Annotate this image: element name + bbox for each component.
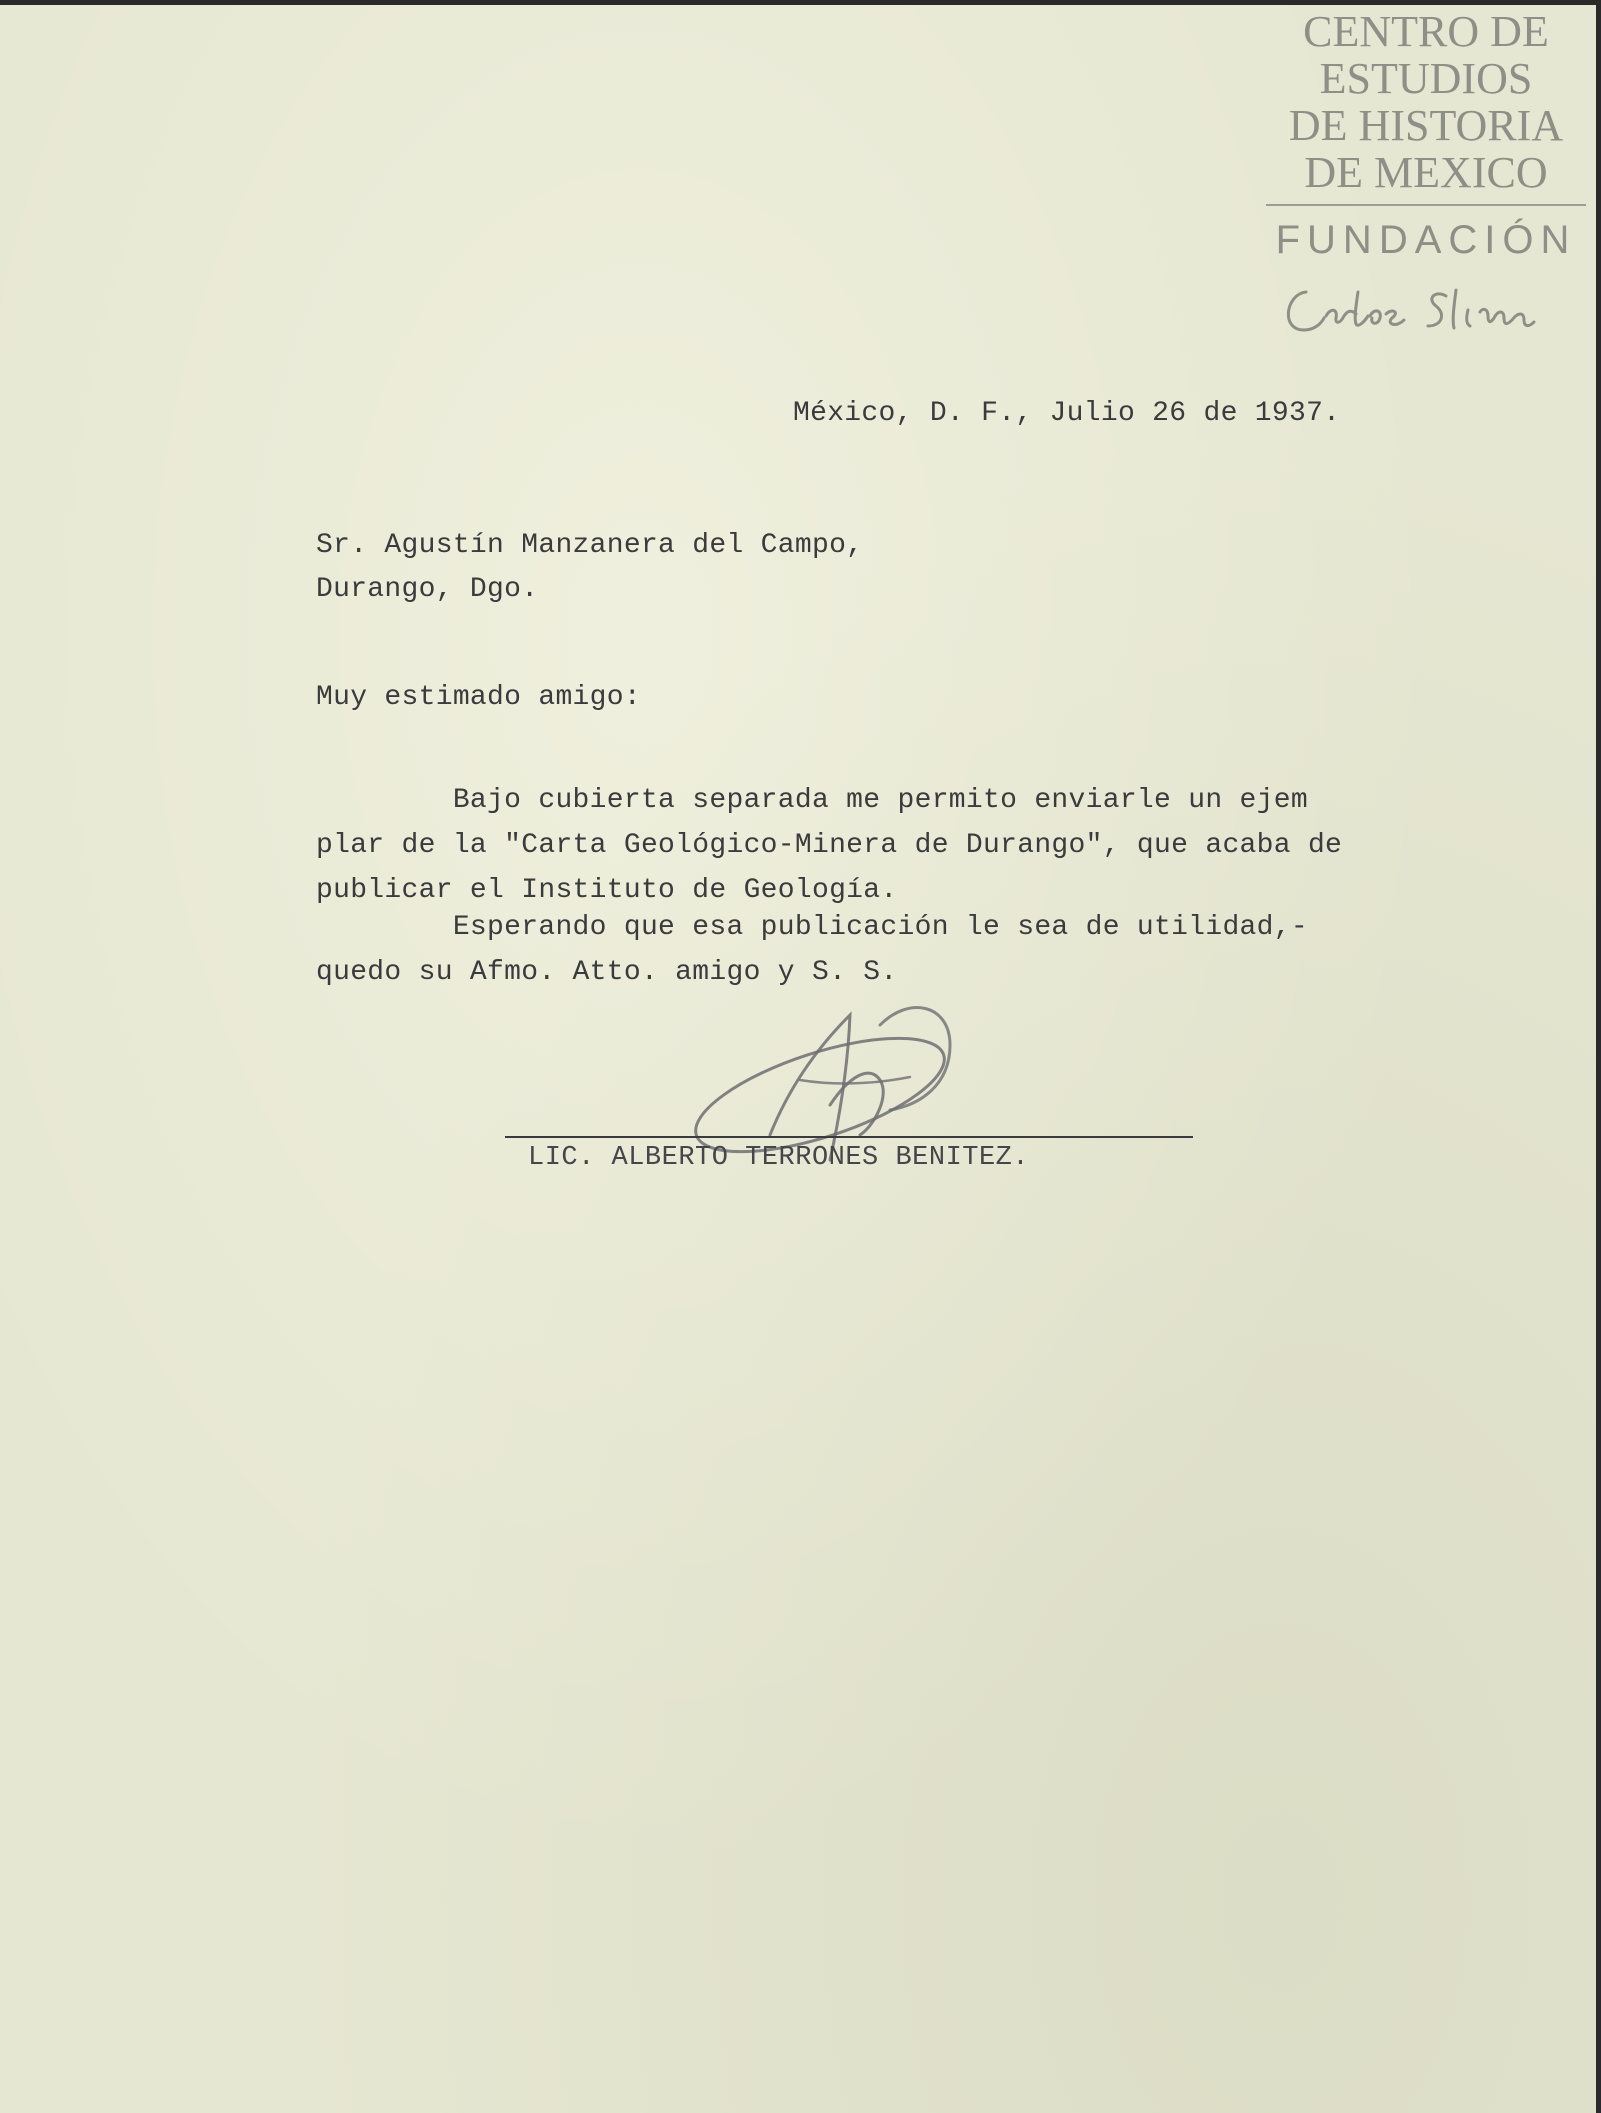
paragraph-1-line-3: publicar el Instituto de Geología. [316,875,898,906]
paragraph-1-line-1: Bajo cubierta separada me permito enviarle un ejem [316,785,1308,816]
salutation: Muy estimado amigo: [316,682,641,713]
watermark-line-2: ESTUDIOS [1319,54,1533,103]
watermark-line-3: DE HISTORIA [1288,101,1564,150]
watermark-foundation: FUNDACIÓN [1275,218,1577,262]
watermark-line-4: DE MEXICO [1304,148,1548,197]
paragraph-2-line-2: quedo su Afmo. Atto. amigo y S. S. [316,957,898,988]
scan-edge-right [1596,0,1601,2113]
recipient-city: Durango, Dgo. [316,574,539,605]
letter-date: México, D. F., Julio 26 de 1937. [793,398,1341,429]
paragraph-1-line-2: plar de la "Carta Geológico-Minera de Durango", que acaba de [316,830,1343,861]
recipient-block [316,524,863,612]
recipient-name: Sr. Agustín Manzanera del Campo, [316,530,864,561]
scan-edge-top [0,0,1601,5]
watermark-line-1: CENTRO DE [1303,7,1549,56]
carlos-slim-signature-logo [1266,272,1586,342]
watermark-divider [1266,204,1586,206]
paragraph-2-line-1: Esperando que esa publicación le sea de utilidad,- [316,912,1308,943]
signature-line [505,1136,1193,1138]
archive-watermark [1266,8,1586,342]
body-paragraph-2 [316,905,1308,995]
body-paragraph-1 [316,778,1342,913]
signer-name: LIC. ALBERTO TERRONES BENITEZ. [528,1143,1030,1173]
